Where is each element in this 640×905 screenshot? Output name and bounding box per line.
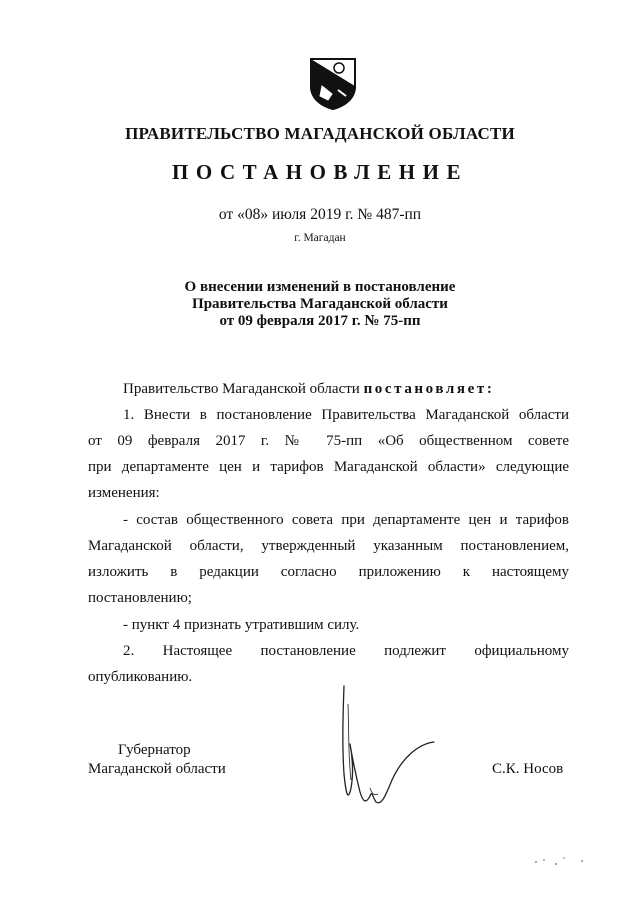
item-1-line-3: при департаменте цен и тарифов Магаданской области» следующие [88, 459, 569, 475]
item-1-line-2: от 09 февраля 2017 г. № 75-пп «Об общественном совете [88, 433, 569, 449]
intro-lead: Правительство Магаданской области [123, 381, 360, 397]
item-1-line-4: изменения: [88, 485, 160, 501]
document-city: г. Магадан [294, 232, 346, 244]
item-2-line-1: 2. Настоящее постановление подлежит официальному [123, 643, 569, 659]
bullet-1-line-4: постановлению; [88, 590, 192, 606]
subject-line-2: Правительства Магаданской области [192, 296, 448, 312]
document-type: ПОСТАНОВЛЕНИЕ [172, 160, 468, 184]
scan-marks [530, 850, 590, 870]
organization-title: ПРАВИТЕЛЬСТВО МАГАДАНСКОЙ ОБЛАСТИ [125, 124, 515, 143]
signatory-name: С.К. Носов [492, 761, 564, 777]
bullet-1-line-1: - состав общественного совета при департаменте цен и тарифов [123, 512, 569, 528]
bullet-2: - пункт 4 признать утратившим силу. [123, 617, 360, 633]
item-1-line-1: 1. Внести в постановление Правительства Магаданской области [123, 407, 569, 423]
item-2-line-2: опубликованию. [88, 669, 193, 685]
intro-paragraph [123, 376, 569, 402]
document-date-number: от «08» июля 2019 г. № 487-пп [218, 206, 422, 223]
coat-of-arms-icon [308, 56, 358, 110]
bullet-1-line-3: изложить в редакции согласно приложению к настоящему [88, 564, 569, 580]
signatory-title-line-1: Губернатор [118, 742, 191, 758]
bullet-1-line-2: Магаданской области, утвержденный указанным постановлением, [88, 538, 569, 554]
signatory-title-line-2: Магаданской области [88, 761, 226, 777]
subject-line-1: О внесении изменений в постановление [184, 279, 456, 295]
intro-verb: постановляет: [363, 381, 495, 397]
subject-line-3: от 09 февраля 2017 г. № 75-пп [219, 313, 421, 329]
handwritten-signature [330, 684, 450, 814]
